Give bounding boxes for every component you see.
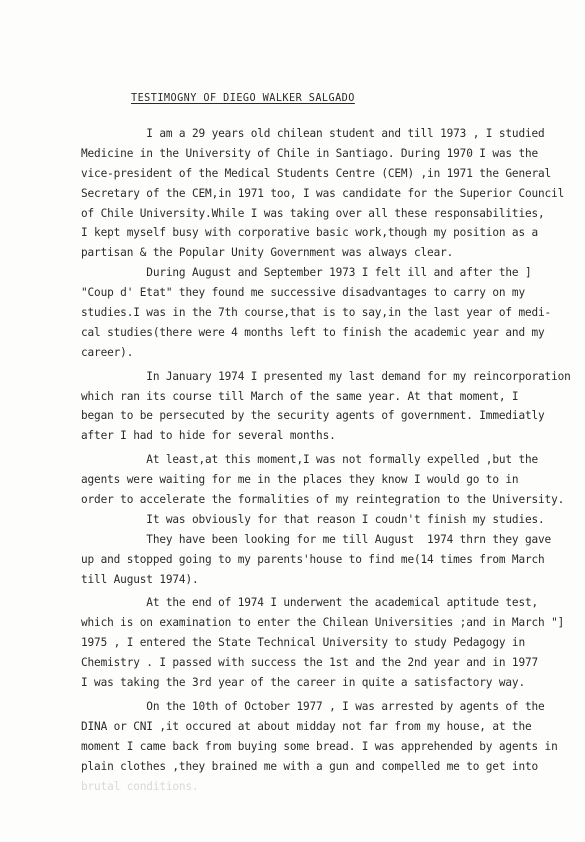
text-line: which ran its course till March of the same year. At that moment, I <box>81 389 519 403</box>
text-line: At least,at this moment,I was not formally expelled ,but the <box>81 453 539 467</box>
text-line: Medicine in the University of Chile in Santiago. During 1970 I was the <box>81 146 539 160</box>
show-through-line: brutal conditions. <box>81 779 199 793</box>
text-line: of Chile University.While I was taking over all these responsabilities, <box>81 206 545 220</box>
text-line: partisan & the Popular Unity Government was always clear. <box>81 246 454 260</box>
text-line: On the 10th of October 1977 , I was arrested by agents of the <box>81 699 545 713</box>
text-line: Secretary of the CEM,in 1971 too, I was candidate for the Superior Council <box>81 186 565 200</box>
text-line: agents were waiting for me in the places they know I would go to in <box>81 473 519 487</box>
text-line: It was obviously for that reason I coudn't finish my studies. <box>81 512 545 526</box>
testimony-body <box>81 124 571 796</box>
text-line: They have been looking for me till August 1974 thrn they gave <box>81 532 552 546</box>
text-line: order to accelerate the formalities of my reintegration to the University. <box>81 493 565 507</box>
text-line: studies.I was in the 7th course,that is to say,in the last year of medi- <box>81 306 552 320</box>
text-line: after I had to hide for several months. <box>81 429 336 443</box>
text-line: DINA or CNI ,it occured at about midday not far from my house, at the <box>81 719 532 733</box>
text-line: career). <box>81 345 134 359</box>
text-line: 1975 , I entered the State Technical University to study Pedagogy in <box>81 636 525 650</box>
text-line: moment I came back from buying some bread. I was apprehended by agents in <box>81 739 558 753</box>
text-line: I am a 29 years old chilean student and till 1973 , I studied <box>81 127 545 140</box>
text-line: cal studies(there were 4 months left to finish the academic year and my <box>81 325 545 339</box>
text-line: till August 1974). <box>81 572 199 586</box>
text-line: "Coup d' Etat" they found me successive disadvantages to carry on my <box>81 286 525 300</box>
text-line: I kept myself busy with corporative basic work,though my position as a <box>81 226 539 240</box>
text-line: up and stopped going to my parents'house to find me(14 times from March <box>81 552 545 566</box>
text-line: began to be persecuted by the security agents of government. Immediatly <box>81 409 545 423</box>
text-line: Chemistry . I passed with success the 1st and the 2nd year and in 1977 <box>81 656 539 670</box>
text-line: which is on examination to enter the Chilean Universities ;and in March "] <box>81 616 565 630</box>
text-line: vice-president of the Medical Students Centre (CEM) ,in 1971 the General <box>81 166 552 180</box>
text-line: I was taking the 3rd year of the career in quite a satisfactory way. <box>81 676 525 690</box>
text-line: During August and September 1973 I felt ill and after the ] <box>81 266 532 280</box>
text-line: In January 1974 I presented my last demand for my reincorporation <box>81 369 571 383</box>
text-line: plain clothes ,they brained me with a gun and compelled me to get into <box>81 759 539 773</box>
text-line: At the end of 1974 I underwent the academical aptitude test, <box>81 596 539 610</box>
document-title: TESTIMOGNY OF DIEGO WALKER SALGADO <box>131 93 355 104</box>
